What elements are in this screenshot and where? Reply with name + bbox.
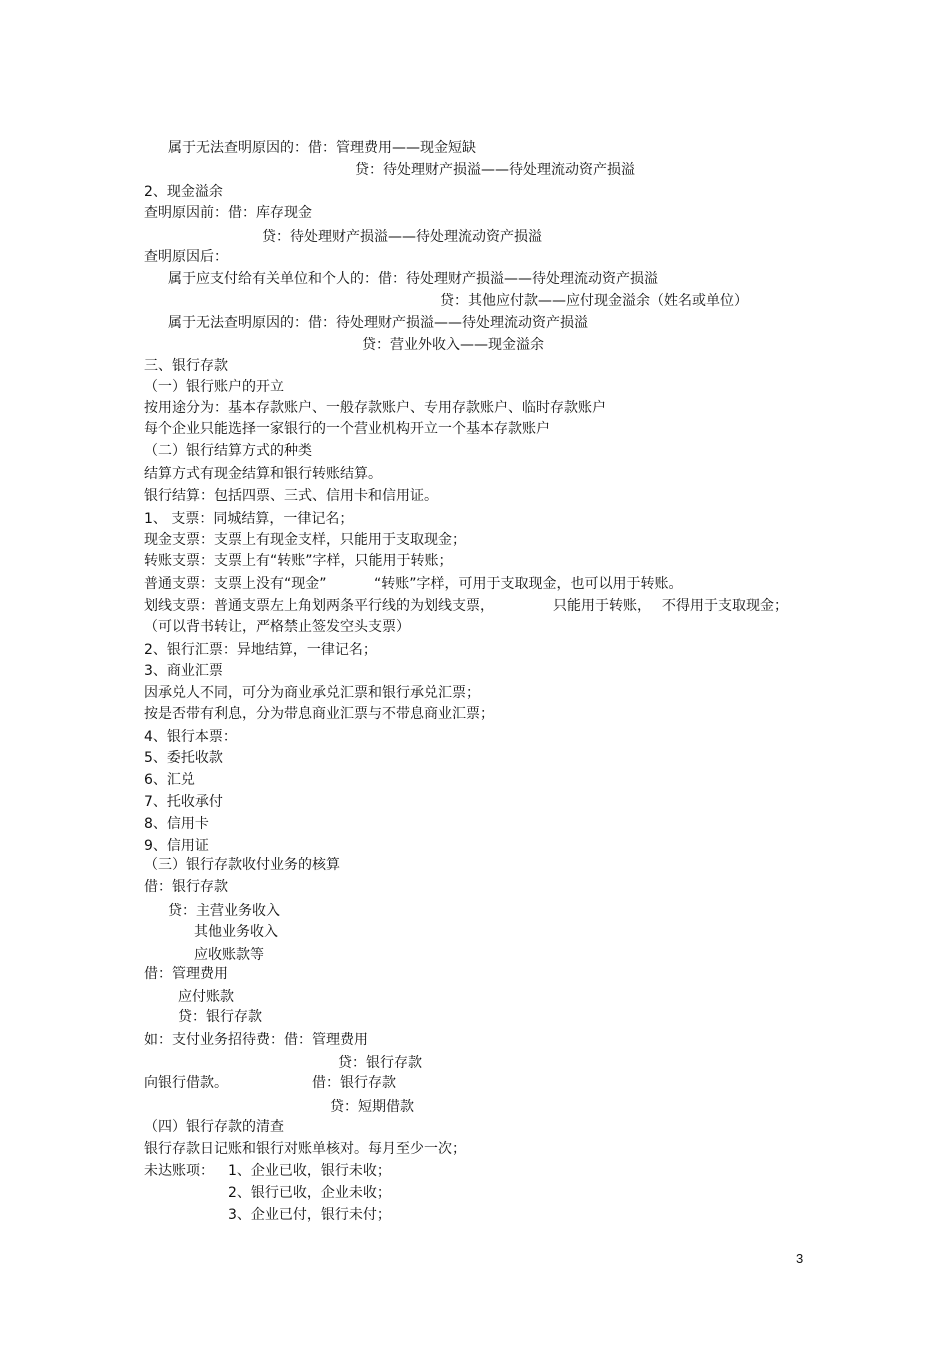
text-line: 转账支票：支票上有“转账”字样，只能用于转账； xyxy=(144,553,453,569)
text-segment: “转账”字样，可用于支取现金，也可以用于转账。 xyxy=(374,576,683,592)
text-line: 贷：银行存款 xyxy=(338,1055,422,1071)
text-line: 查明原因前：借：库存现金 xyxy=(144,205,312,221)
text-line: 6、汇兑 xyxy=(144,772,195,788)
text-line: 8、信用卡 xyxy=(144,816,209,832)
text-line: 贷：待处理财产损溢——待处理流动资产损溢 xyxy=(262,229,542,245)
text-line: 3、商业汇票 xyxy=(144,663,223,679)
text-line: 3、企业已付，银行未付； xyxy=(228,1207,391,1223)
text-line: 借：管理费用 xyxy=(144,966,228,982)
text-line: 应收账款等 xyxy=(194,947,264,963)
text-segment: 划线支票：普通支票左上角划两条平行线的为划线支票， xyxy=(144,598,494,614)
text-line: 4、银行本票： xyxy=(144,729,237,745)
subsection-heading: （三）银行存款收付业务的核算 xyxy=(144,857,340,873)
text-line: 每个企业只能选择一家银行的一个营业机构开立一个基本存款账户 xyxy=(144,421,550,437)
text-line: 结算方式有现金结算和银行转账结算。 xyxy=(144,466,382,482)
text-line: （可以背书转让，严格禁止签发空头支票） xyxy=(144,619,410,635)
text-line: 贷：其他应付款——应付现金溢余（姓名或单位） xyxy=(440,293,748,309)
text-line: 银行结算：包括四票、三式、信用卡和信用证。 xyxy=(144,488,438,504)
page-number: 3 xyxy=(796,1251,804,1266)
text-segment: 借：银行存款 xyxy=(312,1075,396,1091)
text-line: 9、信用证 xyxy=(144,838,209,854)
text-line: 贷：待处理财产损溢——待处理流动资产损溢 xyxy=(355,162,635,178)
text-line: 1、 支票：同城结算，一律记名； xyxy=(144,511,354,527)
text-line: 查明原因后： xyxy=(144,249,228,265)
text-line: 属于无法查明原因的：借：管理费用——现金短缺 xyxy=(168,140,476,156)
text-line: 2、银行已收，企业未收； xyxy=(228,1185,391,1201)
subsection-heading: （二）银行结算方式的种类 xyxy=(144,443,312,459)
text-line: 贷：主营业务收入 xyxy=(168,903,280,919)
section-heading: 三、银行存款 xyxy=(144,358,228,374)
text-line: 属于无法查明原因的：借：待处理财产损溢——待处理流动资产损溢 xyxy=(168,315,588,331)
text-line: 5、委托收款 xyxy=(144,750,223,766)
subsection-heading: （一）银行账户的开立 xyxy=(144,379,284,395)
text-segment: 只能用于转账， xyxy=(553,598,651,614)
text-line: 银行存款日记账和银行对账单核对。每月至少一次； xyxy=(144,1141,466,1157)
text-segment: 未达账项： xyxy=(144,1163,214,1179)
text-line: 贷：银行存款 xyxy=(178,1009,262,1025)
text-line: 借：银行存款 xyxy=(144,879,228,895)
text-line: 贷：营业外收入——现金溢余 xyxy=(362,337,544,353)
text-line: 按用途分为：基本存款账户、一般存款账户、专用存款账户、临时存款账户 xyxy=(144,400,606,416)
text-line: 7、托收承付 xyxy=(144,794,223,810)
text-line: 现金支票：支票上有现金支样，只能用于支取现金； xyxy=(144,532,466,548)
text-line: 因承兑人不同，可分为商业承兑汇票和银行承兑汇票； xyxy=(144,685,480,701)
text-segment: 不得用于支取现金； xyxy=(662,598,788,614)
text-segment: 1、企业已收，银行未收； xyxy=(228,1163,391,1179)
section-heading: 2、现金溢余 xyxy=(144,184,223,200)
text-segment: 向银行借款。 xyxy=(144,1075,228,1091)
subsection-heading: （四）银行存款的清查 xyxy=(144,1119,284,1135)
text-line: 属于应支付给有关单位和个人的：借：待处理财产损溢——待处理流动资产损溢 xyxy=(168,271,658,287)
text-line: 按是否带有利息，分为带息商业汇票与不带息商业汇票； xyxy=(144,706,494,722)
text-segment: 普通支票：支票上没有“现金” xyxy=(144,576,327,592)
text-line: 如：支付业务招待费：借：管理费用 xyxy=(144,1032,368,1048)
text-line: 贷：短期借款 xyxy=(330,1099,414,1115)
text-line: 其他业务收入 xyxy=(194,924,278,940)
text-line: 应付账款 xyxy=(178,989,234,1005)
text-line: 2、银行汇票：异地结算，一律记名； xyxy=(144,642,377,658)
